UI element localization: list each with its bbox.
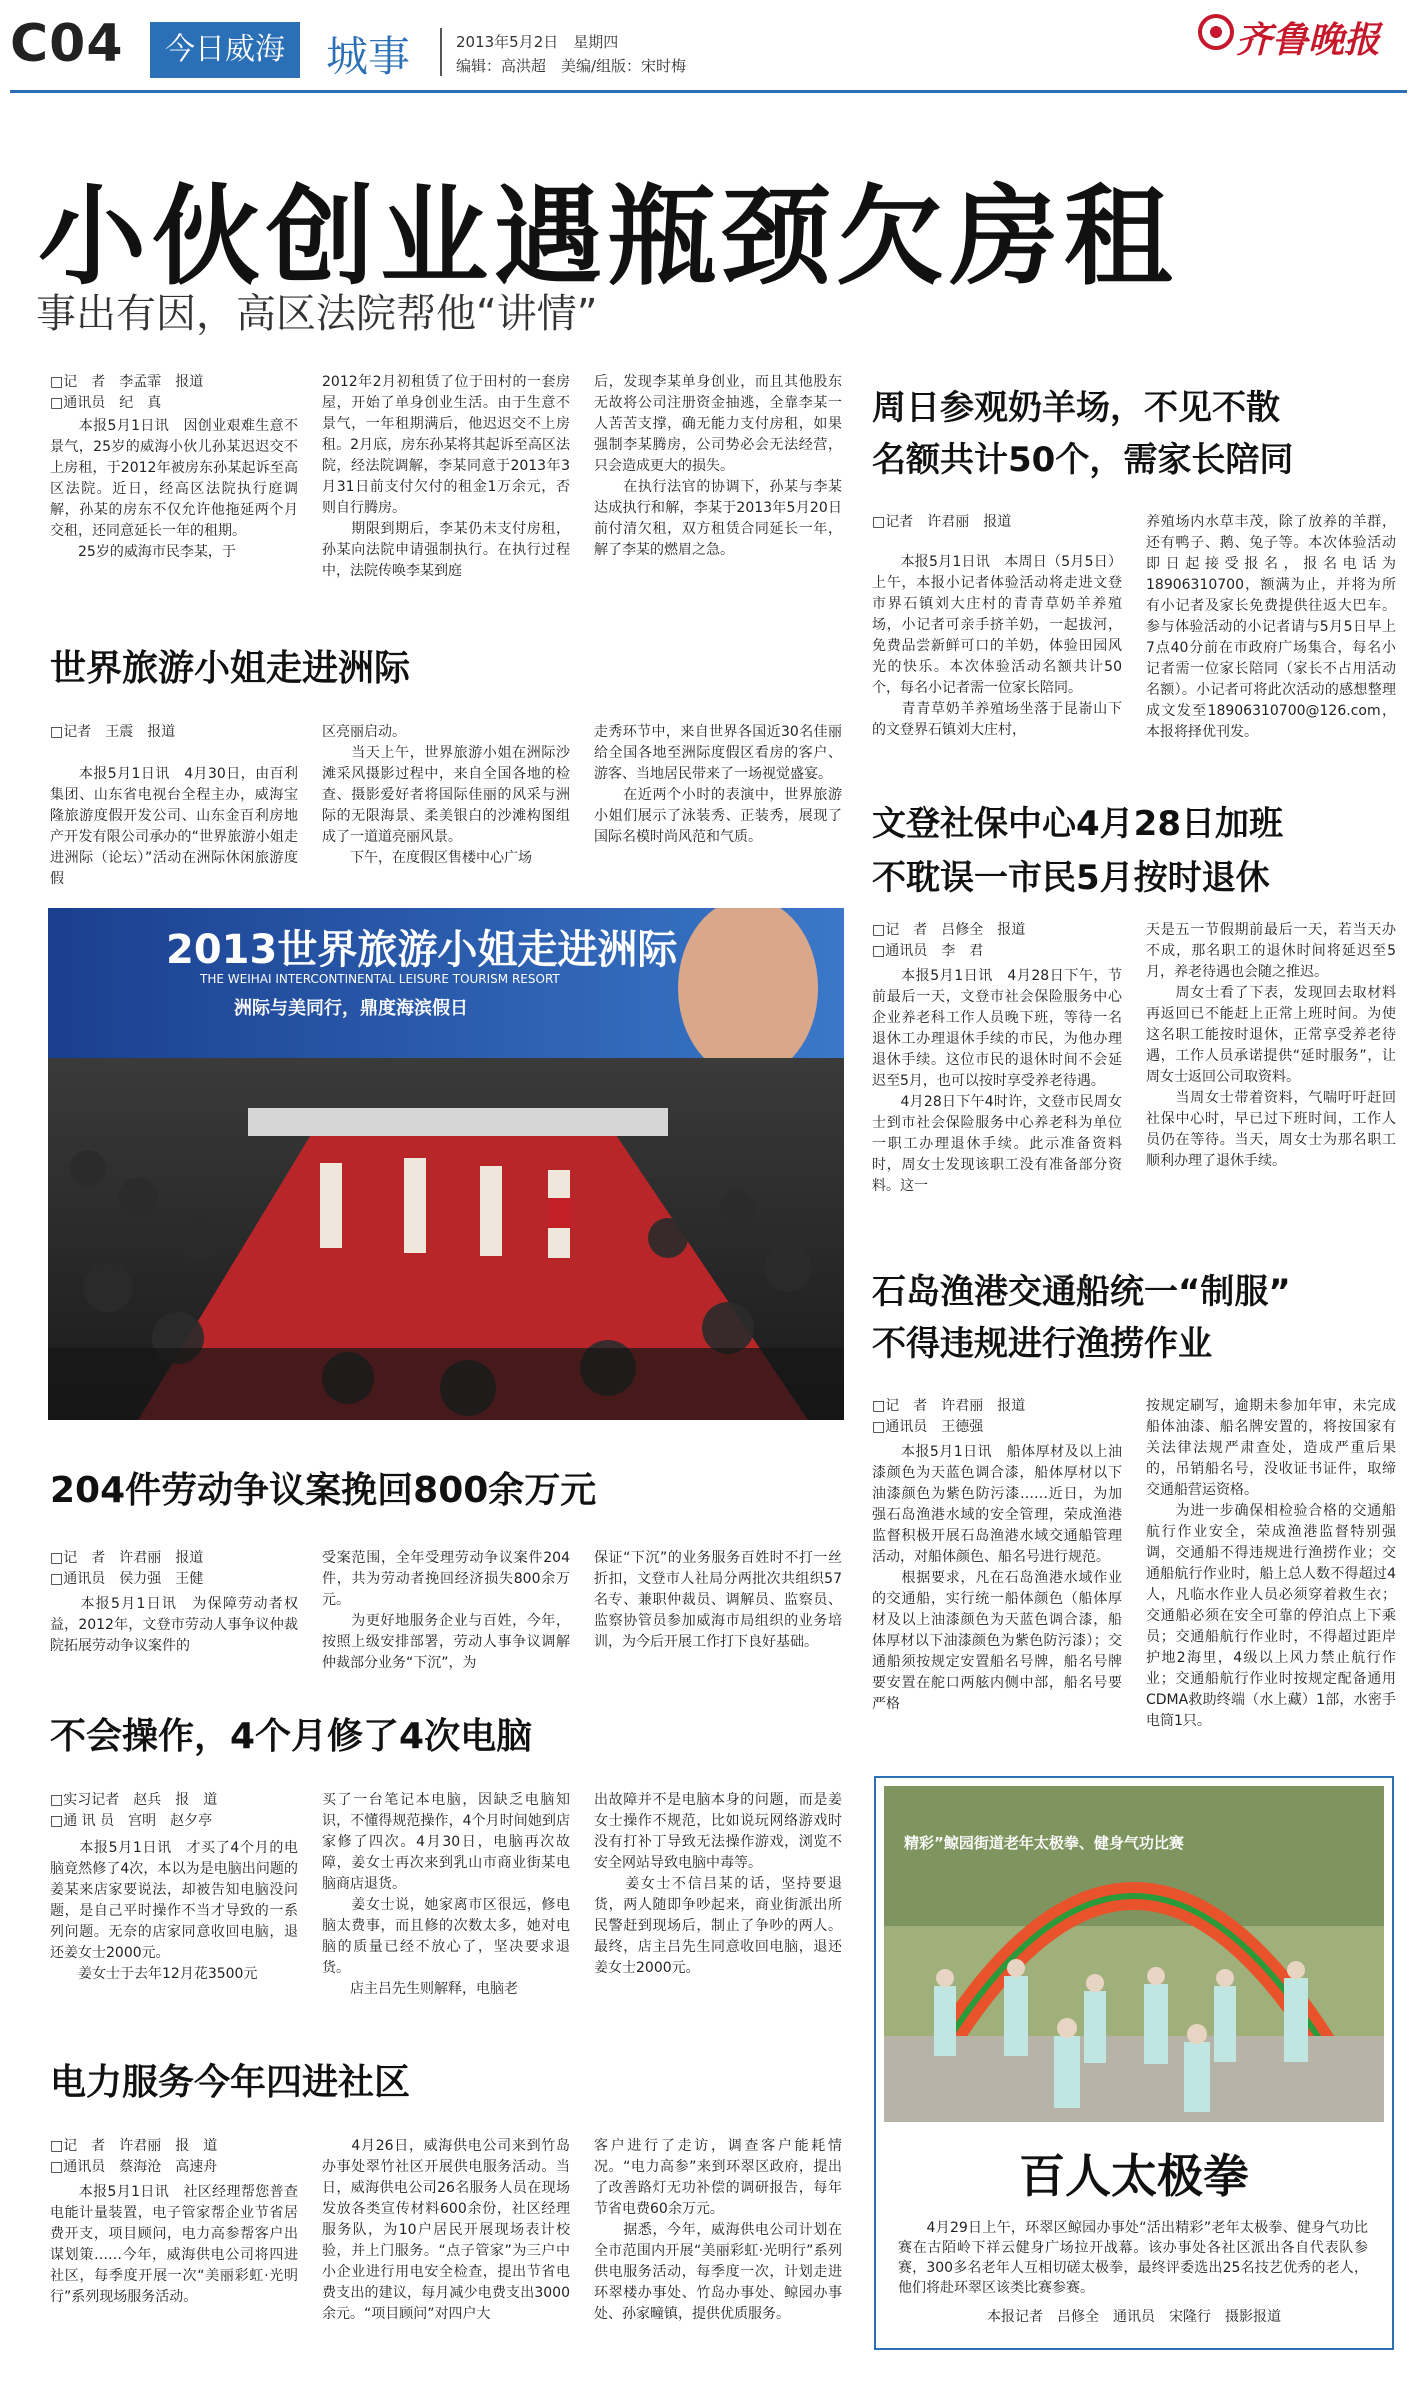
miss-col-3: 走秀环节中，来自世界各国近30名佳丽给全国各地至洲际度假区看房的客户、游客、当地居民带来了一场视觉盛宴。 在近两个小时的表演中，世界旅游小姐们展示了泳装秀、正装秀，展现了国际名模时尚风范和气质。 (594, 724, 842, 845)
taichi-box (874, 1776, 1394, 2350)
boat-byline-correspondent: □通讯员 王德强 (872, 1419, 984, 1435)
miss-headline: 世界旅游小姐走进洲际 (50, 648, 411, 689)
issue-editors: 编辑：高洪超 美编/组版：宋时梅 (456, 57, 687, 75)
newspaper-logo: 齐鲁晚报 (1236, 19, 1381, 61)
labor-headline: 204件劳动争议案挽回800余万元 (50, 1470, 597, 1511)
power-byline-reporter: □记 者 许君丽 报 道 (50, 2138, 218, 2154)
labor-col-1: 本报5月1日讯 为保障劳动者权益，2012年，文登市劳动人事争议仲裁院拓展劳动争议案件的 (50, 1596, 298, 1654)
miss-banner-english: THE WEIHAI INTERCONTINENTAL LEISURE TOURISM RESORT (200, 972, 560, 986)
pc-headline: 不会操作，4个月修了4次电脑 (50, 1716, 533, 1757)
miss-byline: □记者 王震 报道 (50, 724, 176, 740)
boat-headline-2: 不得违规进行渔捞作业 (872, 1324, 1212, 1364)
category-label: 城事 (326, 32, 411, 81)
header-divider (440, 28, 442, 76)
header-rule (10, 90, 1407, 93)
taichi-headline: 百人太极拳 (1019, 2149, 1249, 2203)
pc-col-3: 出故障并不是电脑本身的问题，而是姜女士操作不规范，比如说玩网络游戏时没有打补丁导致无法操作游戏，浏览不安全网站导致电脑中毒等。 姜女士不信吕某的话，坚持要退货，两人随即争吵起来，商业街派出所民警赶到现场后，制止了争吵的两人。最终，店主吕先生同意收回电脑，退还姜女士2000元。 (594, 1792, 842, 1976)
labor-byline-correspondent: □通讯员 侯力强 王健 (50, 1571, 204, 1587)
boat-headline-1: 石岛渔港交通船统一“制服” (872, 1272, 1291, 1312)
farm-byline: □记者 许君丽 报道 (872, 514, 1012, 530)
power-byline (50, 2136, 217, 2178)
taichi-credit: 本报记者 吕修全 通讯员 宋隆行 摄影报道 (987, 2309, 1281, 2325)
lead-col-3: 后，发现李某单身创业，而且其他股东无故将公司注册资金抽逃，全靠李某一人苦苦支撑，确无能力支付房租，如果强制李某腾房，公司势必会无法经营，只会造成更大的损失。 在执行法官的协调下，孙某与李某达成执行和解，李某于2013年5月20日前付清欠租，双方租赁合同延长一年，解了李某的燃眉之急。 (594, 374, 842, 558)
lead-col-1: 本报5月1日讯 因创业艰难生意不景气，25岁的威海小伙儿孙某迟迟交不上房租，于2012年被房东孙某起诉至高区法院。近日，经高区法院执行庭调解，孙某的房东不仅允许他拖延两个月交租，还同意延长一年的租期。 25岁的威海市民李某，于 (50, 418, 298, 560)
miss-banner-slogan: 洲际与美同行，鼎度海滨假日 (234, 998, 468, 1019)
power-byline-correspondent: □通讯员 蔡海沧 高速舟 (50, 2159, 218, 2175)
lead-col-2: 2012年2月初租赁了位于田村的一套房屋，开始了单身创业生活。由于生意不景气，一年租期满后，他迟迟交不上房租。2月底，房东孙某将其起诉至高区法院，经法院调解，李某同意于2013年3月31日前支付欠付的租金1万余元，否则自行腾房。 期限到期后，李某仍未支付房租，孙某向法院申请强制执行。在执行过程中，法院传唤李某到庭 (322, 374, 570, 579)
pc-byline-correspondent: □通 讯 员 宫明 赵夕亭 (50, 1813, 213, 1829)
labor-byline-reporter: □记 者 许君丽 报道 (50, 1550, 204, 1566)
farm-col-1: 本报5月1日讯 本周日（5月5日）上午，本报小记者体验活动将走进文登市界石镇刘大庄村的青青草奶羊养殖场，小记者可亲手挤羊奶，一起拔河，免费品尝新鲜可口的羊奶，体验田园风光的快乐。本次体验活动名额共计50个，每名小记者需一位家长陪同。 青青草奶羊养殖场坐落于昆嵛山下的文登界石镇刘大庄村， (872, 554, 1122, 738)
miss-banner-title: 2013世界旅游小姐走进洲际 (166, 927, 678, 973)
social-byline-correspondent: □通讯员 李 君 (872, 943, 984, 959)
lead-byline-correspondent: □通讯员 纪 真 (50, 395, 162, 411)
taichi-photo (884, 1786, 1384, 2122)
power-col-2: 4月26日，威海供电公司来到竹岛办事处翠竹社区开展供电服务活动。当日，威海供电公司26名服务人员在现场发放各类宣传材料600余份，社区经理服务队，为10户居民开展现场表计校验，并上门服务。“点子管家”为三户中小企业进行用电安全检查，提出节省电费支出的建议，每月减少电费支出3000余元。“项目顾问”对四户大 (322, 2138, 570, 2322)
labor-col-3: 保证“下沉”的业务服务百姓时不打一丝折扣，文登市人社局分两批次共组织57名专、兼职仲裁员、调解员、监察员、监察协管员参加威海市局组织的业务培训，为今后开展工作打下良好基础。 (594, 1550, 842, 1650)
miss-col-2: 区亮丽启动。 当天上午，世界旅游小姐在洲际沙滩采风摄影过程中，来自全国各地的检查、摄影爱好者将国际佳丽的风采与洲际的无限海景、柔美银白的沙滩构图组成了一道道亮丽风景。 下午，在度假区售楼中心广场 (322, 724, 570, 866)
issue-date: 2013年5月2日 星期四 (456, 33, 619, 51)
newspaper-logo-icon (1196, 12, 1236, 52)
labor-col-2: 受案范围，全年受理劳动争议案件204件，共为劳动者挽回经济损失800余万元。 为更好地服务企业与百姓，今年，按照上级安排部署，劳动人事争议调解仲裁部分业务“下沉”，为 (322, 1550, 570, 1671)
pc-byline (50, 1790, 217, 1832)
page-number: C04 (10, 14, 124, 74)
lead-headline: 小伙创业遇瓶颈欠房租 (38, 175, 1179, 300)
pc-col-2: 买了一台笔记本电脑，因缺乏电脑知识，不懂得规范操作，4个月时间她到店家修了四次。4月30日，电脑再次故障，姜女士再次来到乳山市商业街某电脑商店退货。 姜女士说，她家离市区很远，修电脑太费事，而且修的次数太多，她对电脑的质量已经不放心了，坚决要求退货。 店主吕先生则解释，电脑老 (322, 1792, 570, 1997)
social-col-1: 本报5月1日讯 4月28日下午，节前最后一天，文登市社会保险服务中心企业养老科工作人员晚下班，等待一名退休工办理退休手续的市民，为他办理退休手续。这位市民的退休时间不会延迟至5月，也可以按时享受养老待遇。 4月28日下午4时许，文登市民周女士到市社会保险服务中心养老科为单位一职工办理退休手续。此示准备资料时，周女士发现该职工没有准备部分资料。这一 (872, 968, 1122, 1194)
miss-photo (48, 908, 844, 1420)
boat-col-2: 按规定刷写，逾期未参加年审，未完成船体油漆、船名牌安置的，将按国家有关法律法规严肃查处，造成严重后果的，吊销船名号，没收证书证件，取缔交通船营运资格。 为进一步确保相检验合格的交通船航行作业安全，荣成渔港监督特别强调，交通船不得违规进行渔捞作业；交通船航行作业时，船上总人数不得超过4人，凡临水作业人员必须穿着救生衣；交通船必须在安全可靠的停泊点上下乘员；交通船航行作业时，不得超过距岸护地2海里，4级以上风力禁止航行作业；交通船航行作业时按规定配备通用CDMA救助终端（水上藏）1部，水密手电筒1只。 (1146, 1398, 1396, 1729)
lead-subheadline: 事出有因，高区法院帮他“讲情” (36, 291, 598, 337)
social-byline (872, 920, 1025, 962)
social-byline-reporter: □记 者 吕修全 报道 (872, 922, 1026, 938)
section-label: 今日威海 (150, 22, 300, 78)
pc-byline-reporter: □实习记者 赵兵 报 道 (50, 1792, 218, 1808)
issue-meta (456, 30, 686, 78)
social-headline-2: 不耽误一市民5月按时退休 (872, 858, 1270, 898)
taichi-arch-banner: 精彩”鲸园街道老年太极拳、健身气功比赛 (904, 1834, 1184, 1852)
farm-headline-2: 名额共计50个，需家长陪同 (872, 440, 1294, 480)
farm-col-2: 养殖场内水草丰茂，除了放养的羊群，还有鸭子、鹅、兔子等。本次体验活动即日起接受报名，报名电话为18906310700，额满为止，并将为所有小记者及家长免费提供往返大巴车。参与体验活动的小记者请与5月5日早上7点40分前在市政府广场集合，每名小记者需一位家长陪同（家长不占用活动名额）。小记者可将此次活动的感想整理成文发至18906310700@126.com，本报将择优刊发。 (1146, 514, 1396, 740)
boat-byline (872, 1396, 1025, 1438)
boat-byline-reporter: □记 者 许君丽 报道 (872, 1398, 1026, 1414)
lead-byline-reporter: □记 者 李孟霏 报道 (50, 374, 204, 390)
pc-col-1: 本报5月1日讯 才买了4个月的电脑竟然修了4次，本以为是电脑出问题的姜某来店家要说法，却被告知电脑没问题，是自己平时操作不当才导致的一系列问题。无奈的店家同意收回电脑，退还姜女士2000元。 姜女士于去年12月花3500元 (50, 1840, 298, 1982)
taichi-caption: 4月29日上午，环翠区鲸园办事处“活出精彩”老年太极拳、健身气功比赛在古陌岭下祥云健身广场拉开战幕。该办事处各社区派出各自代表队参赛，300多名老年人互相切磋太极拳，最终评委选出25名技艺优秀的老人，他们将赴环翠区该类比赛参赛。 (898, 2220, 1368, 2296)
power-col-3: 客户进行了走访，调查客户能耗情况。“电力高参”来到环翠区政府，提出了改善路灯无功补偿的调研报告，每年节省电费60余万元。 据悉，今年，威海供电公司计划在全市范围内开展“美丽彩虹·光明行”系列供电服务活动，每季度一次，计划走进环翠楼办事处、竹岛办事处、鲸园办事处、孙家疃镇，提供优质服务。 (594, 2138, 842, 2322)
farm-headline-1: 周日参观奶羊场，不见不散 (872, 388, 1280, 428)
social-col-2: 天是五一节假期前最后一天，若当天办不成，那名职工的退休时间将延迟至5月，养老待遇也会随之推迟。 周女士看了下表，发现回去取材料再返回已不能赶上正常上班时间。为使这名职工能按时退休，正常享受养老待遇，工作人员承诺提供“延时服务”，让周女士返回公司取资料。 当周女士带着资料，气喘吁吁赶回社保中心时，早已过下班时间，工作人员仍在等待。当天，周女士为那名职工顺利办理了退休手续。 (1146, 922, 1396, 1169)
labor-byline (50, 1548, 203, 1590)
power-col-1: 本报5月1日讯 社区经理帮您普查电能计量装置，电子管家帮企业节省居费开支，项目顾问，电力高参帮客户出谋划策……今年，威海供电公司将四进社区，每季度开展一次“美丽彩虹·光明行”系列现场服务活动。 (50, 2184, 298, 2305)
boat-col-1: 本报5月1日讯 船体厚材及以上油漆颜色为天蓝色调合漆，船体厚材以下油漆颜色为紫色防污漆……近日，为加强石岛渔港水域的安全管理，荣成渔港监督积极开展石岛渔港水域交通船管理活动，对船体颜色、船名号进行规范。 根据要求，凡在石岛渔港水域作业的交通船，实行统一船体颜色（船体厚材及以上油漆颜色为天蓝色调合漆，船体厚材以下油漆颜色为紫色防污漆）；交通船须按规定安置船名号牌，船名号牌要安置在舵口两舷内侧中部，船名号要严格 (872, 1444, 1122, 1712)
social-headline-1: 文登社保中心4月28日加班 (872, 804, 1283, 844)
power-headline: 电力服务今年四进社区 (50, 2062, 411, 2103)
miss-col-1: 本报5月1日讯 4月30日，由百利集团、山东省电视台全程主办，威海宝隆旅游度假开发公司、山东金百利房地产开发有限公司承办的“世界旅游小姐走进洲际（论坛）”活动在洲际休闲旅游度假 (50, 766, 298, 887)
lead-byline (50, 372, 203, 414)
